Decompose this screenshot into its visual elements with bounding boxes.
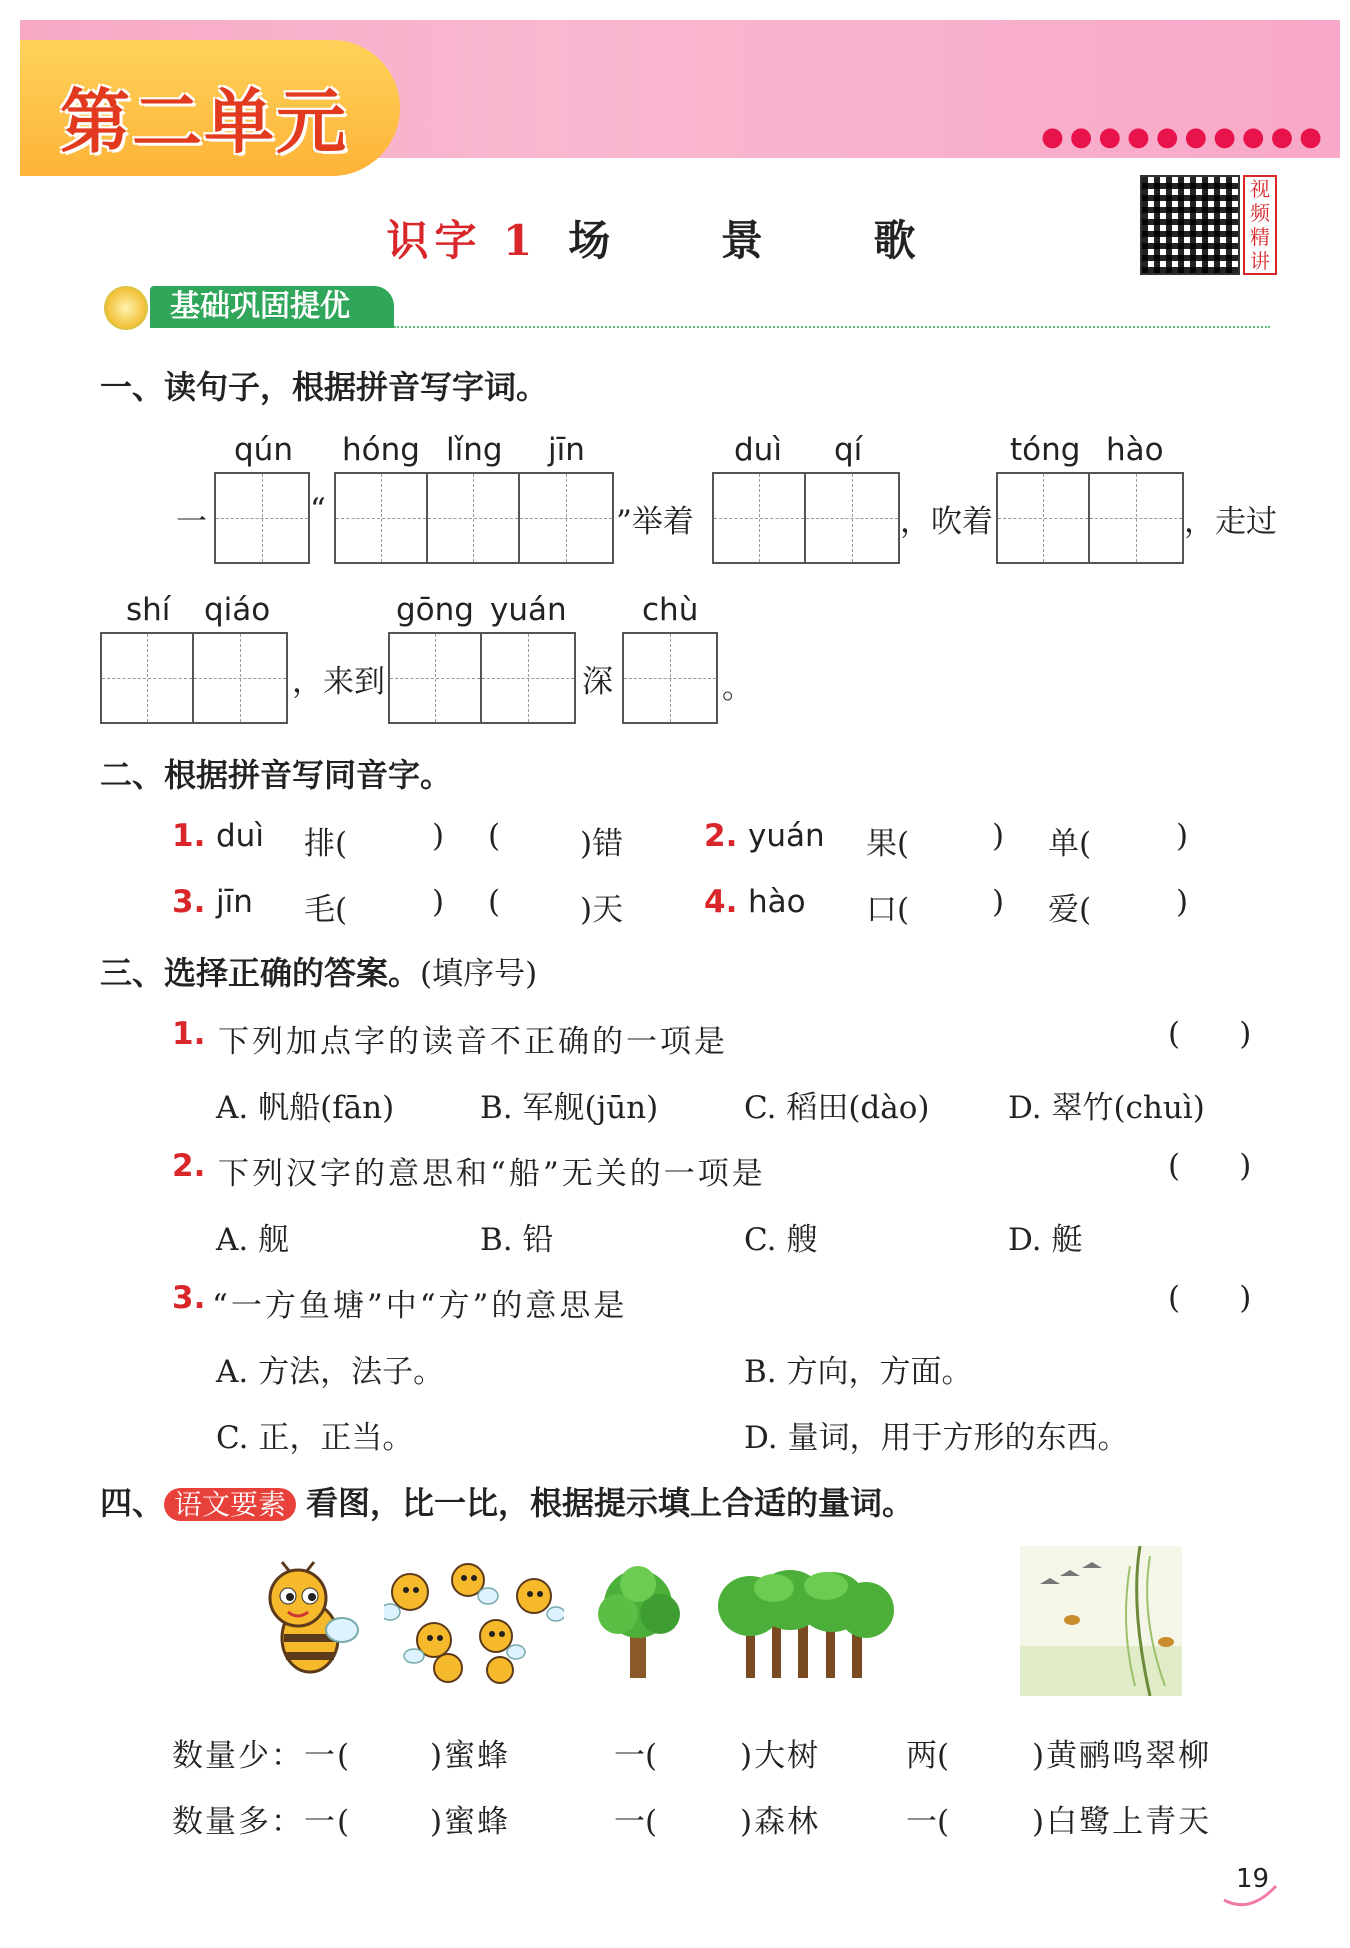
qr-code-icon[interactable] <box>1140 175 1240 275</box>
blank-text: ) <box>432 884 445 920</box>
option[interactable]: A. 帆船(fān) <box>216 1090 395 1126</box>
fill-row-label: 数量多：一( <box>172 1804 352 1840</box>
fill-row-text: )黄鹂鸣翠柳 <box>1032 1738 1212 1774</box>
item-number: 3. <box>172 1280 206 1316</box>
blank-text: ) <box>992 884 1005 920</box>
blank-text: ) <box>1176 818 1189 854</box>
pinyin: gōng <box>396 592 474 628</box>
q4-title-row <box>100 1478 914 1524</box>
sentence-text: ”举着 <box>616 504 694 540</box>
pinyin: hào <box>748 884 806 920</box>
single-tree-illustration <box>590 1562 686 1682</box>
lesson-name: 场 景 歌 <box>568 216 964 265</box>
pinyin: qí <box>834 432 863 468</box>
lesson-prefix: 识字 1 <box>386 216 539 265</box>
qr-label: 视频精讲 <box>1243 175 1277 275</box>
q4-title: 看图，比一比，根据提示填上合适的量词。 <box>306 1484 915 1522</box>
pinyin: duì <box>734 432 782 468</box>
blank-text: 爱( <box>1048 892 1092 928</box>
blank-text: 单( <box>1048 826 1092 862</box>
q4-tag: 语文要素 <box>164 1488 296 1521</box>
sun-icon <box>104 286 148 330</box>
fill-row-text: )森林 <box>740 1804 821 1840</box>
item-number: 2. <box>172 1148 206 1184</box>
pinyin: qún <box>234 432 293 468</box>
item-number: 1. <box>172 1016 206 1052</box>
fill-row-text: )白鹭上青天 <box>1032 1804 1212 1840</box>
blank-text: )天 <box>580 892 624 928</box>
blank-text: ) <box>432 818 445 854</box>
item-number: 4. <box>704 884 738 920</box>
fill-row-text: )蜜蜂 <box>430 1804 511 1840</box>
fill-row-text: 一( <box>906 1804 950 1840</box>
sentence-text: 一 <box>176 504 207 540</box>
question-stem: 下列汉字的意思和“船”无关的一项是 <box>218 1156 766 1192</box>
header-dots: ●●●●●●●●●● <box>1041 122 1328 152</box>
option[interactable]: C. 稻田(dào) <box>744 1090 930 1126</box>
blank-text: ( <box>488 818 501 854</box>
fill-row-text: 一( <box>614 1804 658 1840</box>
fill-row-text: 一( <box>614 1738 658 1774</box>
option[interactable]: A. 舰 <box>216 1222 290 1258</box>
q4-prefix: 四、 <box>100 1484 165 1522</box>
pinyin: shí <box>126 592 171 628</box>
question-stem: 下列加点字的读音不正确的一项是 <box>218 1024 728 1060</box>
answer-grid-7[interactable] <box>622 632 718 724</box>
q3-title-row <box>100 948 537 994</box>
answer-grid-2[interactable] <box>334 472 614 564</box>
blank-text: 果( <box>866 826 910 862</box>
blank-text: 毛( <box>304 892 348 928</box>
unit-title: 第二单元 <box>60 81 348 163</box>
answer-grid-4[interactable] <box>996 472 1184 564</box>
blank-text: ) <box>1176 884 1189 920</box>
option[interactable]: D. 艇 <box>1008 1222 1083 1258</box>
answer-grid-5[interactable] <box>100 632 288 724</box>
q1-title: 一、读句子，根据拼音写字词。 <box>100 368 549 406</box>
fill-row-text: 两( <box>906 1738 950 1774</box>
pinyin: hóng <box>342 432 420 468</box>
option[interactable]: B. 铅 <box>480 1222 554 1258</box>
birds-willow-illustration <box>1020 1546 1182 1696</box>
blank-text: 排( <box>304 826 348 862</box>
q3-title-note: (填序号) <box>420 956 538 992</box>
sentence-text: ，吹着 <box>900 504 993 540</box>
section-banner: 基础巩固提优 <box>150 286 394 328</box>
answer-grid-3[interactable] <box>712 472 900 564</box>
blank-text: 口( <box>866 892 910 928</box>
pinyin: yuán <box>748 818 825 854</box>
item-number: 3. <box>172 884 206 920</box>
sentence-text: ，走过 <box>1184 504 1277 540</box>
page-number: 19 <box>1236 1864 1270 1894</box>
fill-row-text: )大树 <box>740 1738 821 1774</box>
option[interactable]: C. 正，正当。 <box>216 1420 414 1456</box>
sentence-text: “ <box>310 492 326 528</box>
question-stem: “一方鱼塘”中“方”的意思是 <box>212 1288 628 1324</box>
forest-illustration <box>716 1566 896 1682</box>
blank-text: ( <box>488 884 501 920</box>
answer-grid-1[interactable] <box>214 472 310 564</box>
bee-swarm-illustration <box>384 1556 564 1686</box>
single-bee-illustration <box>250 1560 360 1680</box>
q3-title: 三、选择正确的答案。 <box>100 954 421 992</box>
answer-blank[interactable]: ( ) <box>1168 1280 1252 1316</box>
sentence-text: 。 <box>722 670 753 706</box>
sentence-text: ，来到 <box>292 664 385 700</box>
pinyin: tóng <box>1010 432 1081 468</box>
item-number: 1. <box>172 818 206 854</box>
option[interactable]: B. 军舰(jūn) <box>480 1090 659 1126</box>
answer-blank[interactable]: ( ) <box>1168 1016 1252 1052</box>
option[interactable]: B. 方向，方面。 <box>744 1354 973 1390</box>
answer-blank[interactable]: ( ) <box>1168 1148 1252 1184</box>
pinyin: chù <box>642 592 699 628</box>
sentence-text: 深 <box>582 664 613 700</box>
answer-grid-6[interactable] <box>388 632 576 724</box>
fill-row-text: )蜜蜂 <box>430 1738 511 1774</box>
option[interactable]: D. 量词，用于方形的东西。 <box>744 1420 1129 1456</box>
option[interactable]: C. 艘 <box>744 1222 818 1258</box>
pinyin: jīn <box>548 432 585 468</box>
pinyin: lǐng <box>446 432 503 468</box>
pinyin: jīn <box>216 884 253 920</box>
banner-divider <box>394 326 1270 328</box>
pinyin: duì <box>216 818 264 854</box>
fill-row-label: 数量少：一( <box>172 1738 352 1774</box>
page-swirl-icon <box>1220 1880 1280 1910</box>
blank-text: ) <box>992 818 1005 854</box>
option[interactable]: D. 翠竹(chuì) <box>1008 1090 1205 1126</box>
q2-title: 二、根据拼音写同音字。 <box>100 756 453 794</box>
pinyin: hào <box>1106 432 1164 468</box>
blank-text: )错 <box>580 826 624 862</box>
item-number: 2. <box>704 818 738 854</box>
option[interactable]: A. 方法，法子。 <box>216 1354 445 1390</box>
pinyin: qiáo <box>204 592 271 628</box>
pinyin: yuán <box>490 592 567 628</box>
